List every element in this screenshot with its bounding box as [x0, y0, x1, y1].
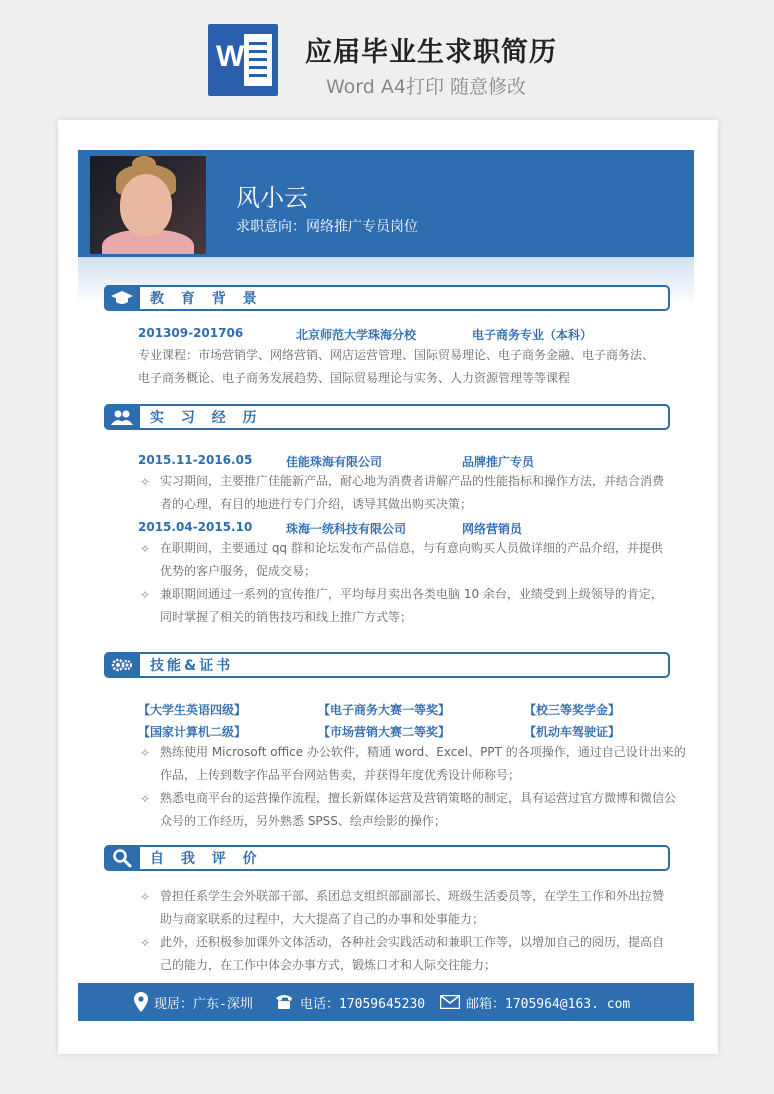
people-icon [104, 404, 140, 430]
section-education [104, 285, 670, 311]
banner-subtitle: Word A4打印 随意修改 [326, 76, 527, 98]
self-eval-detail: 曾担任系学生会外联部干部、系团总支组织部副部长、班级生活委员等，在学生工作和外出拉赞 [160, 889, 665, 903]
bullet-icon: ✧ [140, 588, 151, 602]
page-banner [0, 0, 774, 110]
graduation-cap-icon [104, 285, 140, 311]
bullet-icon: ✧ [140, 746, 151, 760]
job-intent: 求职意向：网络推广专员岗位 [236, 219, 418, 235]
skill-detail: 作品，上传到数字作品平台网站售卖，并获得年度优秀设计师称号； [160, 768, 521, 782]
profile-photo [90, 156, 206, 254]
self-eval-detail: 此外，还积极参加课外文体活动，各种社会实践活动和兼职工作等，以增加自己的阅历，提高自 [160, 935, 665, 949]
intern-role: 品牌推广专员 [462, 455, 535, 469]
intern-detail: 者的心理，有目的地进行专门介绍，诱导其做出购买决策； [160, 497, 473, 511]
word-icon [208, 24, 278, 96]
section-title: 技能&证书 [150, 658, 234, 674]
edu-period: 201309-201706 [138, 326, 244, 340]
magnifier-icon [104, 845, 140, 871]
resume-page [58, 120, 718, 1054]
self-eval-detail: 己的能力，在工作中体会办事方式，锻炼口才和人际交往能力； [160, 958, 497, 972]
section-title: 自 我 评 价 [150, 851, 263, 867]
award-item: 【市场营销大赛二等奖】 [318, 725, 451, 739]
skill-detail: 熟练使用 Microsoft office 办公软件，精通 word、Excel、PPT 的各项操作，通过自己设计出来的 [160, 745, 686, 759]
section-title: 实 习 经 历 [150, 410, 263, 426]
contact-email: 邮箱：1705964@163. com [466, 997, 631, 1012]
bullet-icon: ✧ [140, 542, 151, 556]
award-item: 【机动车驾驶证】 [524, 725, 621, 739]
mail-icon [440, 995, 460, 1009]
candidate-name: 风小云 [236, 184, 308, 212]
bullet-icon: ✧ [140, 890, 151, 904]
bullet-icon: ✧ [140, 792, 151, 806]
intern-period: 2015.04-2015.10 [138, 520, 253, 534]
section-skills [104, 652, 670, 678]
award-item: 【校三等奖学金】 [524, 703, 621, 717]
contact-location: 现居：广东-深圳 [154, 997, 253, 1012]
award-item: 【大学生英语四级】 [138, 703, 247, 717]
document-lines-icon [244, 34, 272, 86]
gears-icon [104, 652, 140, 678]
skill-detail: 熟悉电商平台的运营操作流程，擅长新媒体运营及营销策略的制定，具有运营过官方微博和微信公 [160, 791, 677, 805]
location-pin-icon [134, 992, 148, 1012]
intern-detail: 优势的客户服务，促成交易； [160, 564, 317, 578]
skill-detail: 众号的工作经历，另外熟悉 SPSS、绘声绘影的操作； [160, 814, 446, 828]
edu-courses-line: 电子商务概论、电子商务发展趋势、国际贸易理论与实务、人力资源管理等等课程 [138, 371, 571, 385]
bullet-icon: ✧ [140, 936, 151, 950]
bullet-icon: ✧ [140, 475, 151, 489]
section-self-evaluation [104, 845, 670, 871]
edu-major: 电子商务专业（本科） [472, 328, 593, 342]
intern-detail: 实习期间，主要推广佳能新产品，耐心地为消费者讲解产品的性能指标和操作方法，并结合消费 [160, 474, 665, 488]
intern-period: 2015.11-2016.05 [138, 453, 253, 467]
intern-role: 网络营销员 [462, 522, 523, 536]
edu-courses-line: 专业课程：市场营销学、网络营销、网店运营管理、国际贸易理论、电子商务金融、电子商务法、 [138, 348, 655, 362]
edu-school: 北京师范大学珠海分校 [296, 328, 417, 342]
intern-company: 佳能珠海有限公司 [286, 455, 383, 469]
intern-company: 珠海一统科技有限公司 [286, 522, 407, 536]
contact-bar [78, 983, 694, 1021]
banner-title: 应届毕业生求职简历 [305, 37, 557, 68]
award-item: 【国家计算机二级】 [138, 725, 247, 739]
section-title: 教 育 背 景 [150, 291, 263, 307]
profile-header [78, 150, 694, 257]
intern-detail: 兼职期间通过一系列的宣传推广，平均每月卖出各类电脑 10 余台，业绩受到上级领导的肯定， [160, 587, 663, 601]
section-internship [104, 404, 670, 430]
intern-detail: 同时掌握了相关的销售技巧和线上推广方式等； [160, 610, 413, 624]
contact-phone: 电话：17059645230 [300, 997, 426, 1012]
word-letter: W [216, 40, 245, 73]
self-eval-detail: 助与商家联系的过程中，大大提高了自己的办事和处事能力； [160, 912, 485, 926]
phone-icon [274, 992, 294, 1010]
award-item: 【电子商务大赛一等奖】 [318, 703, 451, 717]
intern-detail: 在职期间，主要通过 qq 群和论坛发布产品信息，与有意向购买人员做详细的产品介绍，并提供 [160, 541, 663, 555]
